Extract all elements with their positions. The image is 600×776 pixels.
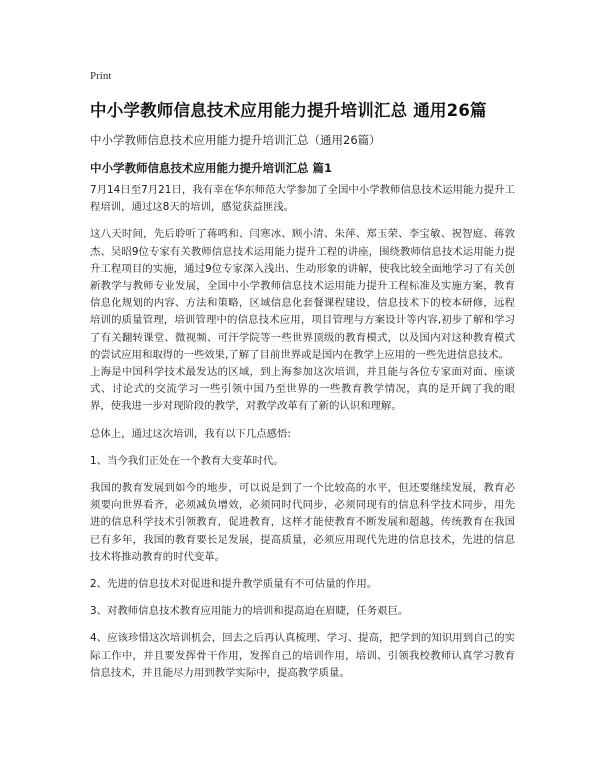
document-subtitle: 中小学教师信息技术应用能力提升培训汇总（通用26篇） (90, 133, 381, 147)
paragraph: 7月14日至7月21日，我有幸在华东师范大学参加了全国中小学教师信息技术运用能力提升工程培训，通过这8天的培训，感觉获益匪浅。 (90, 184, 515, 214)
document-title: 中小学教师信息技术应用能力提升培训汇总 通用26篇 (90, 101, 487, 120)
section-heading: 中小学教师信息技术应用能力提升培训汇总 篇1 (90, 161, 333, 175)
paragraph: 4、应该珍惜这次培训机会，回去之后再认真梳理、学习、提高，把学到的知识用到自己的实际工作中，并且要发挥骨干作用，发挥自己的培训作用，培训、引领我校教师认真学习教育信息技术，并且能尽力用到教学实际中，提高教学质量。 (90, 632, 515, 679)
paragraph: 总体上，通过这次培训，我有以下几点感悟: (90, 427, 291, 440)
paragraph: 1、当今我们正处在一个教育大变革时代。 (90, 454, 284, 467)
paragraph: 我国的教育发展到如今的地步，可以说是到了一个比较高的水平，但还要继续发展，教育必须要向世界看齐，必须减负增效，必须同时代同步，必须同现有的信息科学技术同步，用先进的信息科学技术引领教育，促进教育，这样才能使教育不断发展和超越，传统教育在我国已有多年，我国的教育要长足发展，提高质量，必须应用现代先进的信息技术，先进的信息技术将推动教育的时代变革。 (90, 482, 515, 563)
paragraph: 3、对教师信息技术教育应用能力的培训和提高迫在眉睫，任务艰巨。 (90, 605, 409, 618)
paragraph: 上海是中国科学技术最发达的区域，到上海参加这次培训，并且能与各位专家面对面、座谈式、讨论式的交流学习一些引领中国乃至世界的一些教育教学情况，真的是开阔了我的眼界，使我进一步对现阶段的教学，对教学改革有了新的认识和理解。 (90, 366, 515, 413)
paragraph: 这八天时间，先后聆听了蒋鸣和、闫寒冰、顾小清、朱萍、郑玉荣、李宝敏、祝智庭、蒋敦杰、吴昭9位专家有关教师信息技术运用能力提升工程的讲座，围绕教师信息技术运用能力提升工程项目的实施，通过9位专家深入浅出、生动形象的讲解，使我比较全面地学习了有关创新教学与教师专业发展，全国中小学教师信息技术运用能力提升工程标准及实施方案，教育信息化规划的内容、方法和策略，区域信息化套餐课程建设，信息技术下的校本研修，远程培训的质量管理，培训管理中的信息技术应用，项目管理与方案设计等内容,初步了解和学习了有关翻转课堂、微视频、可汗学院等一些世界顶级的教育模式，以及国内对这种教育模式的尝试应用和取得的一些效果,了解了目前世界或是国内在教学上应用的一些先进信息技术。 (90, 228, 515, 361)
print-link[interactable]: Print (90, 70, 112, 82)
document-body (90, 182, 515, 692)
paragraph: 2、先进的信息技术对促进和提升教学质量有不可估量的作用。 (90, 578, 378, 591)
